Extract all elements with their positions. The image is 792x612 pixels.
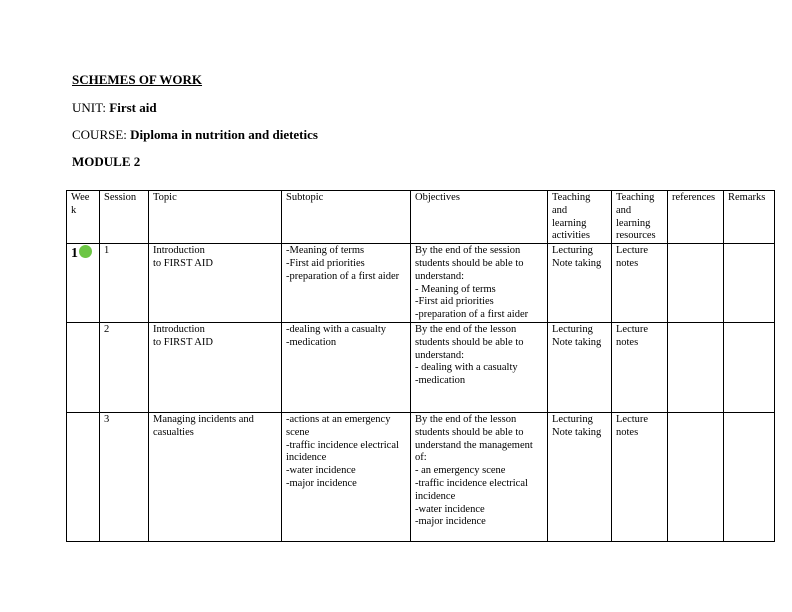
header-objectives: Objectives bbox=[411, 191, 548, 244]
remarks-cell bbox=[724, 412, 775, 541]
table-row bbox=[67, 244, 775, 323]
resources-cell: Lecture notes bbox=[612, 322, 668, 412]
week-number: 1 bbox=[71, 246, 78, 262]
unit-line bbox=[72, 100, 157, 116]
subtopic-cell: -Meaning of terms -First aid priorities -preparation of a first aider bbox=[282, 244, 411, 323]
course-line bbox=[72, 127, 318, 143]
unit-value: First aid bbox=[109, 100, 157, 115]
document-title: SCHEMES OF WORK bbox=[72, 72, 203, 87]
resources-cell: Lecture notes bbox=[612, 244, 668, 323]
activities-cell: Lecturing Note taking bbox=[548, 322, 612, 412]
green-circle-icon bbox=[79, 245, 92, 258]
resources-cell: Lecture notes bbox=[612, 412, 668, 541]
header-remarks: Remarks bbox=[724, 191, 775, 244]
header-resources: Teaching and learning resources bbox=[612, 191, 668, 244]
unit-label: UNIT: bbox=[72, 100, 110, 115]
remarks-cell bbox=[724, 322, 775, 412]
header-references: references bbox=[668, 191, 724, 244]
header-subtopic: Subtopic bbox=[282, 191, 411, 244]
topic-cell: Introduction to FIRST AID bbox=[149, 322, 282, 412]
scheme-table bbox=[66, 190, 775, 542]
objectives-cell: By the end of the session students should be able to understand: - Meaning of terms -First aid priorities -preparation of a first aider bbox=[411, 244, 548, 323]
remarks-cell bbox=[724, 244, 775, 323]
objectives-cell: By the end of the lesson students should be able to understand the management of: - an emergency scene -traffic incidence electrical incidence -water incidence -major incidence bbox=[411, 412, 548, 541]
table-row bbox=[67, 322, 775, 412]
activities-cell: Lecturing Note taking bbox=[548, 244, 612, 323]
objectives-cell: By the end of the lesson students should be able to understand: - dealing with a casualty -medication bbox=[411, 322, 548, 412]
session-cell: 2 bbox=[100, 322, 149, 412]
session-cell: 1 bbox=[100, 244, 149, 323]
references-cell bbox=[668, 322, 724, 412]
session-cell: 3 bbox=[100, 412, 149, 541]
week-cell bbox=[67, 244, 100, 323]
module-heading: MODULE 2 bbox=[72, 154, 141, 169]
course-label: COURSE: bbox=[72, 127, 131, 142]
course-value: Diploma in nutrition and dietetics bbox=[130, 127, 318, 142]
header-topic: Topic bbox=[149, 191, 282, 244]
subtopic-cell: -dealing with a casualty -medication bbox=[282, 322, 411, 412]
header-row bbox=[67, 191, 775, 244]
topic-cell: Introduction to FIRST AID bbox=[149, 244, 282, 323]
week-cell bbox=[67, 412, 100, 541]
table-row bbox=[67, 412, 775, 541]
header-activities: Teaching and learning activities bbox=[548, 191, 612, 244]
references-cell bbox=[668, 244, 724, 323]
header-week: Wee k bbox=[67, 191, 100, 244]
subtopic-cell: -actions at an emergency scene -traffic incidence electrical incidence -water incidence -major incidence bbox=[282, 412, 411, 541]
references-cell bbox=[668, 412, 724, 541]
activities-cell: Lecturing Note taking bbox=[548, 412, 612, 541]
week-cell bbox=[67, 322, 100, 412]
header-session: Session bbox=[100, 191, 149, 244]
topic-cell: Managing incidents and casualties bbox=[149, 412, 282, 541]
